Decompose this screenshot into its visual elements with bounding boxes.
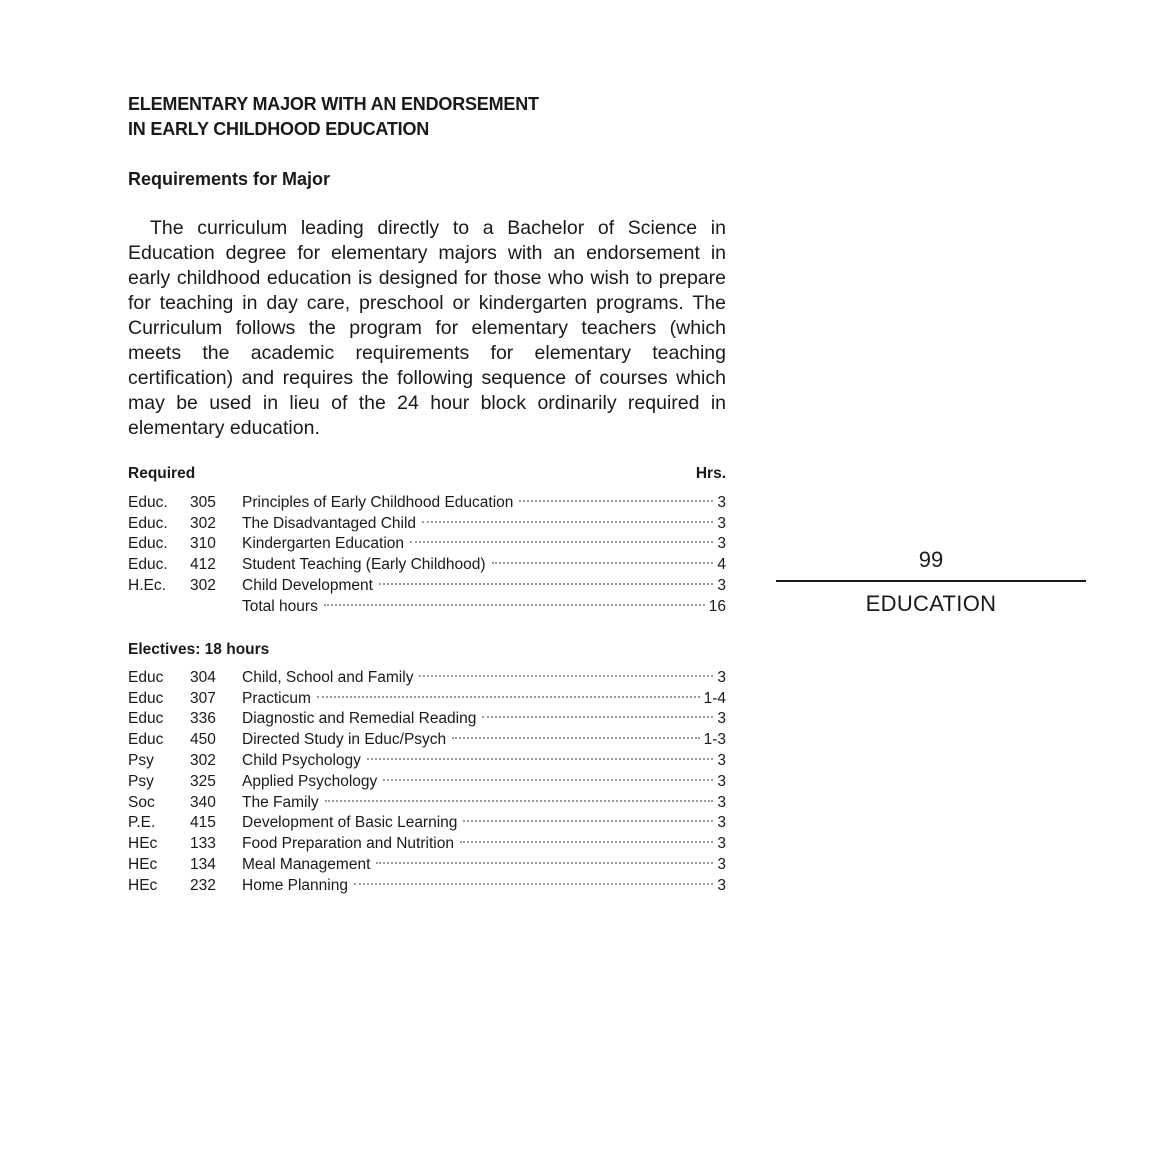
required-header — [128, 464, 726, 484]
dot-leader — [383, 765, 713, 786]
course-number: 134 — [190, 855, 216, 873]
dot-leader — [463, 807, 713, 828]
section-label: EDUCATION — [865, 591, 997, 616]
dot-leader — [317, 682, 700, 703]
course-number: 133 — [190, 835, 216, 853]
course-hours: 3 — [717, 514, 726, 532]
electives-label: Electives: 18 hours — [128, 641, 270, 658]
dot-leader — [354, 869, 713, 890]
course-number: 325 — [190, 772, 216, 790]
course-number: 340 — [190, 793, 216, 811]
dot-leader — [419, 661, 713, 682]
dot-leader — [492, 548, 714, 569]
course-dept: Educ. — [128, 493, 168, 511]
course-dept: HEc — [128, 835, 158, 853]
course-title: Applied Psychology — [242, 772, 378, 790]
course-row — [128, 486, 726, 511]
course-dept: Psy — [128, 751, 154, 769]
course-hours: 3 — [717, 668, 726, 686]
course-title: Child Psychology — [242, 751, 361, 769]
course-dept: Educ — [128, 731, 164, 749]
dot-leader — [519, 486, 713, 507]
dot-leader — [410, 528, 713, 549]
course-title: Child, School and Family — [242, 668, 414, 686]
course-dept: P.E. — [128, 814, 156, 832]
course-number: 302 — [190, 576, 216, 594]
course-hours: 3 — [717, 772, 726, 790]
course-title: Home Planning — [242, 876, 348, 894]
dot-leader — [324, 590, 705, 611]
dot-leader — [452, 723, 699, 744]
course-hours: 3 — [717, 876, 726, 894]
heading-line-1: ELEMENTARY MAJOR WITH AN ENDORSEMENT — [128, 94, 539, 114]
hours-column-label: Hrs. — [695, 465, 726, 482]
course-number: 450 — [190, 731, 216, 749]
electives-header — [128, 640, 726, 660]
course-number: 336 — [190, 710, 216, 728]
course-title: Practicum — [242, 689, 311, 707]
course-title: Child Development — [242, 576, 373, 594]
course-title: The Disadvantaged Child — [242, 514, 417, 532]
course-hours: 3 — [717, 793, 726, 811]
course-dept: Educ — [128, 668, 164, 686]
course-dept: Psy — [128, 772, 154, 790]
course-number: 232 — [190, 876, 216, 894]
course-dept: Educ. — [128, 556, 168, 574]
course-dept: Educ. — [128, 535, 168, 553]
page-number: 99 — [918, 547, 944, 572]
dot-leader — [325, 786, 714, 807]
required-course-list — [128, 486, 726, 615]
course-number: 304 — [190, 668, 216, 686]
course-dept: HEc — [128, 876, 158, 894]
course-number: 412 — [190, 556, 216, 574]
course-hours: 3 — [717, 493, 726, 511]
course-title: Principles of Early Childhood Education — [242, 493, 514, 511]
course-title: Kindergarten Education — [242, 535, 405, 553]
total-hours-label: Total hours — [242, 597, 318, 615]
page-heading — [128, 92, 539, 142]
dot-leader — [376, 848, 713, 869]
course-title: Food Preparation and Nutrition — [242, 835, 454, 853]
course-number: 302 — [190, 751, 216, 769]
course-hours: 3 — [717, 576, 726, 594]
divider-rule — [776, 580, 1086, 582]
elective-course-list — [128, 661, 726, 894]
course-hours: 3 — [717, 751, 726, 769]
dot-leader — [482, 703, 713, 724]
course-number: 415 — [190, 814, 216, 832]
course-title: Diagnostic and Remedial Reading — [242, 710, 477, 728]
course-hours: 3 — [717, 855, 726, 873]
dot-leader — [379, 569, 713, 590]
course-hours: 3 — [717, 535, 726, 553]
course-dept: HEc — [128, 855, 158, 873]
course-title: Meal Management — [242, 855, 371, 873]
course-dept: H.Ec. — [128, 576, 166, 594]
intro-paragraph: The curriculum leading directly to a Bachelor of Science in Education degree for elementary majors with an endorsement in early childhood education is designed for those who wish to prepare for teaching in day care, preschool or kindergarten programs. The Curriculum follows the program for elementary teachers (which meets the academic requirements for elementary teaching certification) and requires the following sequence of courses which may be used in lieu of the 24 hour block ordinarily required in elementary education. — [128, 217, 726, 439]
requirements-subheading: Requirements for Major — [128, 169, 331, 189]
total-hours-value: 16 — [708, 597, 726, 615]
course-dept: Soc — [128, 793, 155, 811]
course-dept: Educ — [128, 710, 164, 728]
course-hours: 4 — [717, 556, 726, 574]
course-dept: Educ. — [128, 514, 168, 532]
course-title: The Family — [242, 793, 319, 811]
course-hours: 1-3 — [703, 731, 726, 749]
course-number: 305 — [190, 493, 216, 511]
course-title: Student Teaching (Early Childhood) — [242, 556, 486, 574]
dot-leader — [460, 827, 713, 848]
course-hours: 1-4 — [703, 689, 726, 707]
course-hours: 3 — [717, 835, 726, 853]
course-hours: 3 — [717, 710, 726, 728]
required-label: Required — [128, 465, 196, 482]
course-title: Development of Basic Learning — [242, 814, 458, 832]
course-row — [128, 661, 726, 686]
heading-line-2: IN EARLY CHILDHOOD EDUCATION — [128, 119, 430, 139]
course-dept: Educ — [128, 689, 164, 707]
dot-leader — [367, 744, 713, 765]
course-title: Directed Study in Educ/Psych — [242, 731, 447, 749]
course-number: 307 — [190, 689, 216, 707]
course-number: 310 — [190, 535, 216, 553]
course-number: 302 — [190, 514, 216, 532]
dot-leader — [422, 507, 713, 528]
course-hours: 3 — [717, 814, 726, 832]
